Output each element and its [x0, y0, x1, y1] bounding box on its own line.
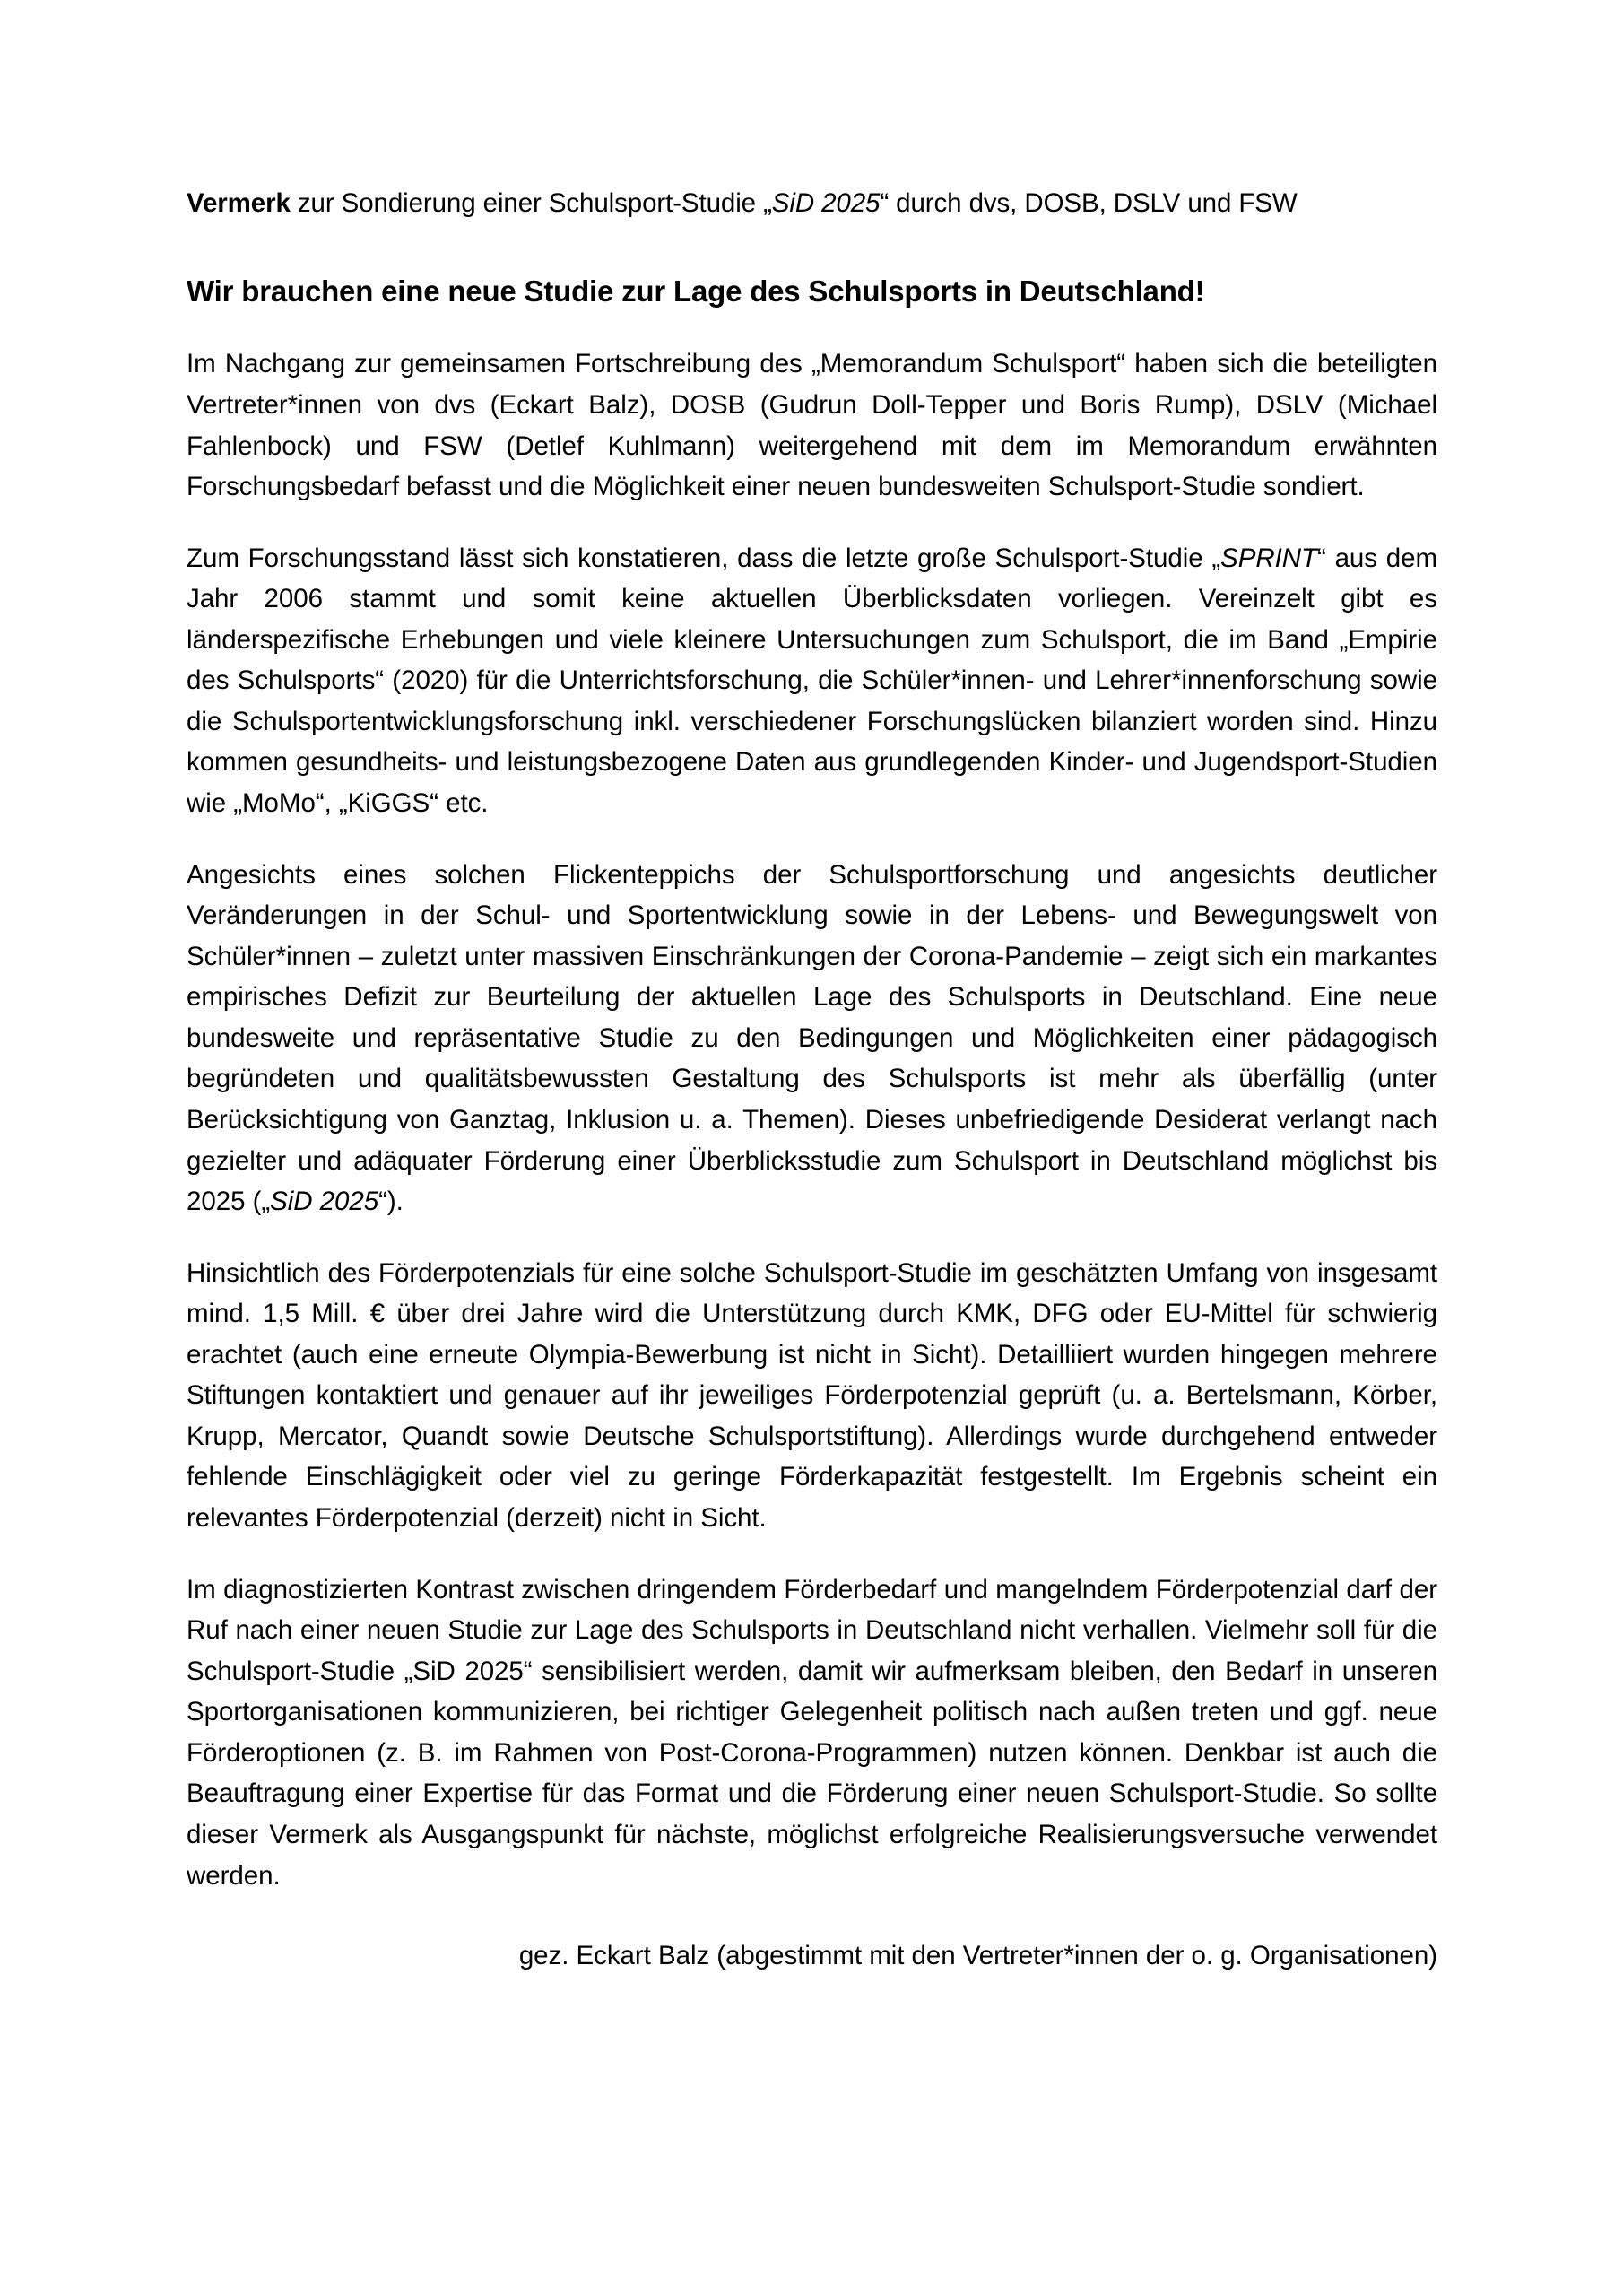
signature-line: gez. Eckart Balz (abgestimmt mit den Vertreter*innen der o. g. Organisationen) — [518, 1941, 1437, 1971]
page-title: Wir brauchen eine neue Studie zur Lage des Schulsports in Deutschland! — [187, 274, 1205, 308]
memo-header-study-name: SiD 2025 — [771, 188, 881, 218]
paragraph-3-text-after-italic: “). — [378, 1187, 404, 1217]
document-content — [187, 185, 1437, 1977]
paragraph-4: Hinsichtlich des Förderpotenzials für eine solche Schulsport-Studie im geschätzten Umfang von insgesamt mind. 1,5 Mill. € über drei Jahre wird die Unterstützung durch KMK, DFG oder EU-Mittel für schwierig erachtet (auch eine erneute Olympia-Bewerbung ist nicht in Sicht). Detailliiert wurden hingegen mehrere Stiftungen kontaktiert und genauer auf ihr jeweiliges Förderpotenzial geprüft (u. a. Bertelsmann, Körber, Krupp, Mercator, Quandt sowie Deutsche Schulsportstiftung). Allerdings wurde durchgehend entweder fehlende Einschlägigkeit oder viel zu geringe Förderkapazität festgestellt. Im Ergebnis scheint ein relevantes Förderpotenzial (derzeit) nicht in Sicht. — [187, 1257, 1437, 1534]
memo-header-lead-label: Vermerk — [187, 188, 291, 218]
paragraph-3-text-before-italic: Angesichts eines solchen Flickenteppichs der Schulsportforschung und angesichts deutlicher Veränderungen in der Schul- und Sportentwicklung sowie in der Lebens- und Bewegungswelt von Schüler*innen – zuletzt unter massiven Einschränkungen der Corona-Pandemie – zeigt sich ein markantes empirisches Defizit zur Beurteilung der aktuellen Lage des Schulsports in Deutschland. Eine neue bundesweite und repräsentative Studie zu den Bedingungen und Möglichkeiten einer pädagogisch begründeten und qualitätsbewussten Gestaltung des Schulsports ist mehr als überfällig (unter Berücksichtigung von Ganztag, Inklusion u. a. Themen). Dieses unbefriedigende Desiderat verlangt nach gezielter und adäquater Förderung einer Überblicksstudie zum Schulsport in Deutschland möglichst bis 2025 („ — [187, 859, 1437, 1217]
paragraph-3 — [187, 855, 1437, 1222]
memo-header-line — [187, 185, 1437, 222]
paragraph-2-text-after-italic: “ aus dem Jahr 2006 stammt und somit keine aktuellen Überblicksdaten vorliegen. Vereinzelt gibt es länderspezifische Erhebungen und viele kleinere Untersuchungen zum Schulsport, die im Band „Empirie des Schulsports“ (2020) für die Unterrichtsforschung, die Schüler*innen- und Lehrer*innenforschung sowie die Schulsportentwicklungsforschung inkl. verschiedener Forschungslücken bilanziert worden sind. Hinzu kommen gesundheits- und leistungsbezogene Daten aus grundlegenden Kinder- und Jugendsport-Studien wie „MoMo“, „KiGGS“ etc. — [187, 543, 1437, 819]
paragraph-5: Im diagnostizierten Kontrast zwischen dringendem Förderbedarf und mangelndem Förderpotenzial darf der Ruf nach einer neuen Studie zur Lage des Schulsports in Deutschland nicht verhallen. Vielmehr soll für die Schulsport-Studie „SiD 2025“ sensibilisiert werden, damit wir aufmerksam bleiben, den Bedarf in unseren Sportorganisationen kommunizieren, bei richtiger Gelegenheit politisch nach außen treten und ggf. neue Förderoptionen (z. B. im Rahmen von Post-Corona-Programmen) nutzen können. Denkbar ist auch die Beauftragung einer Expertise für das Format und die Förderung einer neuen Schulsport-Studie. So sollte dieser Vermerk als Ausgangspunkt für nächste, möglichst erfolgreiche Realisierungsversuche verwendet werden. — [187, 1574, 1437, 1891]
paragraph-2 — [187, 538, 1437, 824]
paragraph-2-text-before-italic: Zum Forschungsstand lässt sich konstatieren, dass die letzte große Schulsport-Studie „ — [187, 543, 1221, 573]
paragraph-1: Im Nachgang zur gemeinsamen Fortschreibung des „Memorandum Schulsport“ haben sich die beteiligten Vertreter*innen von dvs (Eckart Balz), DOSB (Gudrun Doll-Tepper und Boris Rump), DSLV (Michael Fahlenbock) und FSW (Detlef Kuhlmann) weitergehend mit dem im Memorandum erwähnten Forschungsbedarf befasst und die Möglichkeit einer neuen bundesweiten Schulsport-Studie sondiert. — [187, 349, 1437, 502]
paragraph-3-study-name-sid: SiD 2025 — [270, 1187, 379, 1217]
paragraph-2-study-name-sprint: SPRINT — [1220, 543, 1318, 573]
memo-header-text-after-study: “ durch dvs, DOSB, DSLV und FSW — [880, 188, 1298, 218]
memo-header-text-before-study: zur Sondierung einer Schulsport-Studie „ — [290, 188, 772, 218]
